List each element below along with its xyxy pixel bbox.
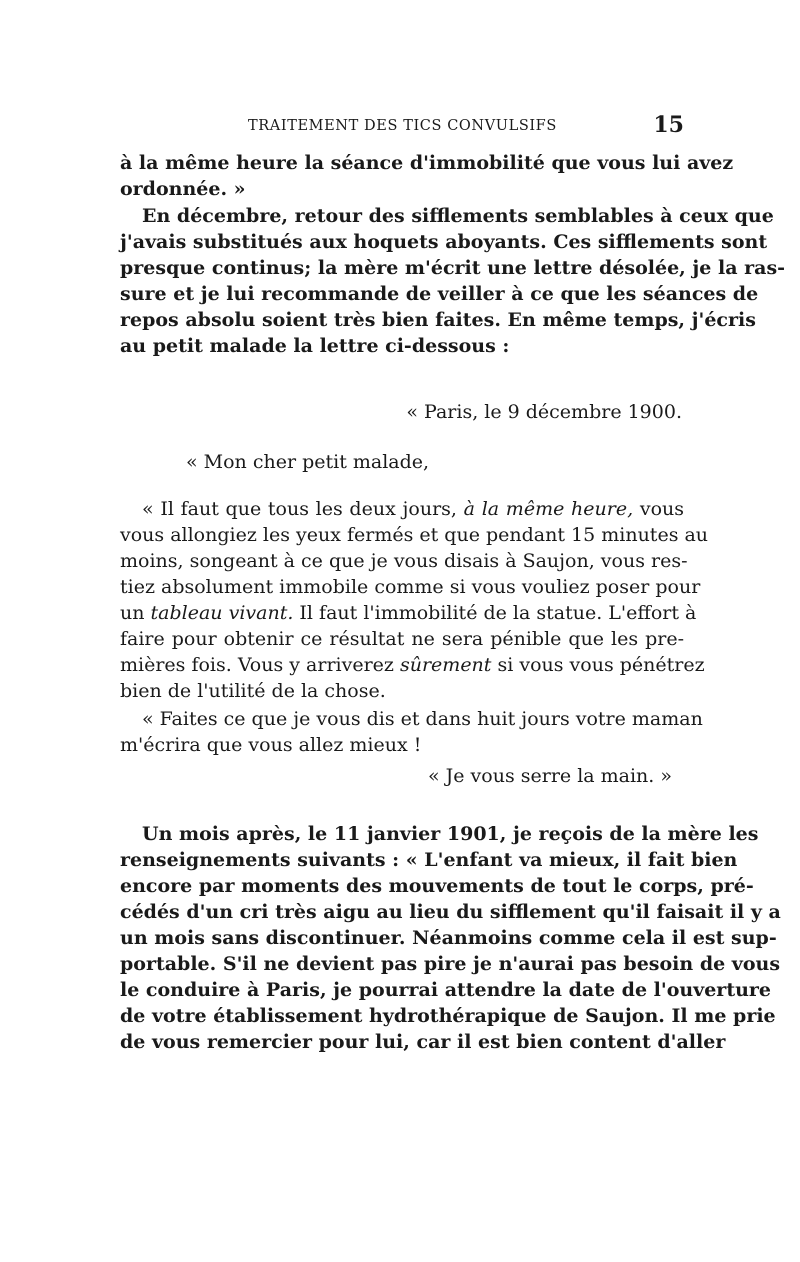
letter-line: « Il faut que tous les deux jours, à la même heure, vous	[142, 498, 685, 520]
letter-line: moins, songeant à ce que je vous disais à Saujon, vous res-	[120, 550, 688, 572]
text-line: ordonnée. »	[120, 178, 246, 200]
text-line: le conduire à Paris, je pourrai attendre la date de l'ouverture	[120, 979, 772, 1001]
text-line: Un mois après, le 11 janvier 1901, je reçois de la mère les	[142, 823, 759, 845]
text-line: portable. S'il ne devient pas pire je n'aurai pas besoin de vous	[120, 953, 781, 975]
text-line: sure et je lui recommande de veiller à ce que les séances de	[120, 283, 759, 305]
letter-salutation: « Mon cher petit malade,	[186, 451, 430, 473]
page-header	[120, 112, 684, 140]
letter-line: un tableau vivant. Il faut l'immobilité de la statue. L'effort à	[120, 602, 697, 624]
letter-closing: « Je vous serre la main. »	[427, 765, 672, 787]
page-number: 15	[653, 112, 684, 138]
letter-line: « Faites ce que je vous dis et dans huit jours votre maman	[142, 708, 703, 730]
text-line: repos absolu soient très bien faites. En même temps, j'écris	[120, 309, 756, 331]
letter-dateline: « Paris, le 9 décembre 1900.	[406, 401, 682, 423]
text-line: cédés d'un cri très aigu au lieu du sifflement qu'il faisait il y a	[120, 901, 781, 923]
text-line: de votre établissement hydrothérapique de Saujon. Il me prie	[120, 1005, 776, 1027]
text-line: j'avais substitués aux hoquets aboyants. Ces sifflements sont	[120, 231, 768, 253]
text-line: encore par moments des mouvements de tout le corps, pré-	[120, 875, 754, 897]
text-line: renseignements suivants : « L'enfant va mieux, il fait bien	[120, 849, 738, 871]
running-title: TRAITEMENT DES TICS CONVULSIFS	[248, 118, 557, 134]
text-line: En décembre, retour des sifflements semblables à ceux que	[142, 205, 774, 227]
letter-line: tiez absolument immobile comme si vous vouliez poser pour	[120, 576, 701, 598]
text-line: un mois sans discontinuer. Néanmoins comme cela il est sup-	[120, 927, 777, 949]
letter-line: mières fois. Vous y arriverez sûrement si vous vous pénétrez	[120, 654, 705, 676]
text-line: à la même heure la séance d'immobilité que vous lui avez	[120, 152, 734, 174]
text-line: presque continus; la mère m'écrit une lettre désolée, je la ras-	[120, 257, 786, 279]
letter-line: bien de l'utilité de la chose.	[120, 680, 386, 702]
letter-line: m'écrira que vous allez mieux !	[120, 734, 422, 756]
letter-line: vous allongiez les yeux fermés et que pendant 15 minutes au	[120, 524, 709, 546]
text-line: au petit malade la lettre ci-dessous :	[120, 335, 510, 357]
letter-line: faire pour obtenir ce résultat ne sera pénible que les pre-	[120, 628, 684, 650]
text-line: de vous remercier pour lui, car il est bien content d'aller	[120, 1031, 726, 1053]
